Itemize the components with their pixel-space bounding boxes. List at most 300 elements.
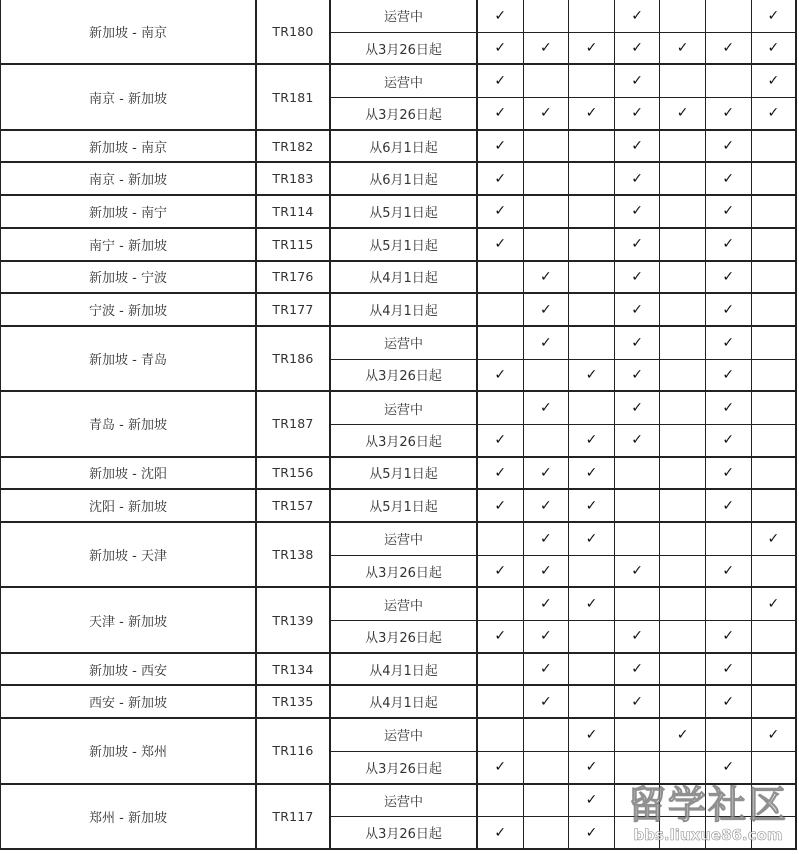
day-cell xyxy=(660,654,706,687)
day-cell xyxy=(478,360,524,393)
check-mark: ✓ xyxy=(722,661,735,678)
check-mark: ✓ xyxy=(722,334,735,351)
day-cell xyxy=(706,65,752,98)
flight-number-cell: TR181 xyxy=(257,65,331,130)
check-mark: ✓ xyxy=(631,563,643,580)
day-cell xyxy=(524,163,570,196)
period-cell: 运营中 xyxy=(331,327,478,360)
check-mark: ✓ xyxy=(631,268,643,285)
day-cell xyxy=(569,490,615,523)
day-cell xyxy=(706,752,752,785)
day-cell xyxy=(524,785,570,818)
day-cell xyxy=(615,196,661,229)
day-cell xyxy=(478,817,524,850)
route-cell: 新加坡 - 宁波 xyxy=(1,262,257,295)
route-cell: 新加坡 - 郑州 xyxy=(1,719,257,784)
day-cell xyxy=(615,294,661,327)
check-mark: ✓ xyxy=(494,464,507,481)
day-cell xyxy=(478,131,524,164)
day-cell xyxy=(569,719,615,752)
check-mark: ✓ xyxy=(631,7,643,24)
day-cell xyxy=(615,490,661,523)
flight-number-cell: TR139 xyxy=(257,588,331,653)
day-cell xyxy=(615,327,661,360)
check-mark: ✓ xyxy=(494,73,507,90)
watermark-title: 留学社区 xyxy=(627,784,788,827)
check-mark: ✓ xyxy=(722,268,735,285)
day-cell xyxy=(660,752,706,785)
period-cell: 从3月26日起 xyxy=(331,360,478,393)
flight-number-cell: TR180 xyxy=(257,0,331,65)
day-cell xyxy=(752,33,798,66)
day-cell xyxy=(752,752,798,785)
day-cell xyxy=(524,719,570,752)
check-mark: ✓ xyxy=(540,693,552,710)
day-cell xyxy=(752,588,798,621)
check-mark: ✓ xyxy=(631,334,643,351)
check-mark: ✓ xyxy=(540,268,552,285)
day-cell xyxy=(524,588,570,621)
day-cell xyxy=(524,65,570,98)
day-cell xyxy=(660,294,706,327)
day-cell xyxy=(752,392,798,425)
day-cell xyxy=(706,131,752,164)
day-cell xyxy=(752,98,798,131)
day-cell xyxy=(615,229,661,262)
day-cell xyxy=(706,556,752,589)
flight-number-cell: TR114 xyxy=(257,196,331,229)
day-cell xyxy=(524,425,570,458)
check-mark: ✓ xyxy=(631,693,643,710)
check-mark: ✓ xyxy=(631,105,643,122)
day-cell xyxy=(752,294,798,327)
day-cell xyxy=(478,425,524,458)
check-mark: ✓ xyxy=(540,105,552,122)
route-cell: 沈阳 - 新加坡 xyxy=(1,490,257,523)
check-mark: ✓ xyxy=(722,301,735,318)
check-mark: ✓ xyxy=(767,105,780,122)
check-mark: ✓ xyxy=(722,628,735,645)
day-cell xyxy=(660,425,706,458)
check-mark: ✓ xyxy=(722,497,735,514)
period-cell: 从4月1日起 xyxy=(331,262,478,295)
day-cell xyxy=(752,229,798,262)
day-cell xyxy=(524,490,570,523)
day-cell xyxy=(569,654,615,687)
check-mark: ✓ xyxy=(722,40,735,57)
day-cell xyxy=(569,33,615,66)
check-mark: ✓ xyxy=(631,432,643,449)
check-mark: ✓ xyxy=(722,759,735,776)
day-cell xyxy=(752,686,798,719)
day-cell xyxy=(478,392,524,425)
check-mark: ✓ xyxy=(494,759,507,776)
day-cell xyxy=(615,392,661,425)
day-cell xyxy=(752,262,798,295)
day-cell xyxy=(478,163,524,196)
check-mark: ✓ xyxy=(540,400,552,417)
route-cell: 新加坡 - 南京 xyxy=(1,0,257,65)
day-cell xyxy=(752,719,798,752)
route-cell: 南京 - 新加坡 xyxy=(1,163,257,196)
day-cell xyxy=(660,785,706,818)
check-mark: ✓ xyxy=(585,497,598,514)
check-mark: ✓ xyxy=(585,824,598,841)
flight-number-cell: TR117 xyxy=(257,785,331,850)
check-mark: ✓ xyxy=(722,366,735,383)
day-cell xyxy=(569,360,615,393)
period-cell: 运营中 xyxy=(331,523,478,556)
day-cell xyxy=(752,523,798,556)
day-cell xyxy=(706,654,752,687)
route-cell: 郑州 - 新加坡 xyxy=(1,785,257,850)
flight-number-cell: TR156 xyxy=(257,458,331,491)
day-cell xyxy=(615,98,661,131)
day-cell xyxy=(615,556,661,589)
day-cell xyxy=(660,588,706,621)
route-cell: 新加坡 - 沈阳 xyxy=(1,458,257,491)
check-mark: ✓ xyxy=(494,432,507,449)
day-cell xyxy=(660,229,706,262)
day-cell xyxy=(660,262,706,295)
flight-number-cell: TR115 xyxy=(257,229,331,262)
day-cell xyxy=(752,360,798,393)
route-cell: 西安 - 新加坡 xyxy=(1,686,257,719)
period-cell: 从5月1日起 xyxy=(331,229,478,262)
day-cell xyxy=(615,425,661,458)
check-mark: ✓ xyxy=(494,105,507,122)
day-cell xyxy=(752,327,798,360)
day-cell xyxy=(615,65,661,98)
period-cell: 运营中 xyxy=(331,392,478,425)
day-cell xyxy=(524,458,570,491)
route-cell: 青岛 - 新加坡 xyxy=(1,392,257,457)
day-cell xyxy=(660,392,706,425)
day-cell xyxy=(706,196,752,229)
day-cell xyxy=(615,458,661,491)
day-cell xyxy=(569,425,615,458)
check-mark: ✓ xyxy=(722,236,735,253)
day-cell xyxy=(660,686,706,719)
day-cell xyxy=(524,327,570,360)
check-mark: ✓ xyxy=(631,40,643,57)
check-mark: ✓ xyxy=(585,596,598,613)
day-cell xyxy=(569,98,615,131)
day-cell xyxy=(478,588,524,621)
day-cell xyxy=(478,556,524,589)
check-mark: ✓ xyxy=(631,366,643,383)
check-mark: ✓ xyxy=(676,40,689,57)
check-mark: ✓ xyxy=(722,203,735,220)
check-mark: ✓ xyxy=(767,530,780,547)
route-cell: 宁波 - 新加坡 xyxy=(1,294,257,327)
route-cell: 新加坡 - 南京 xyxy=(1,131,257,164)
period-cell: 运营中 xyxy=(331,719,478,752)
check-mark: ✓ xyxy=(494,366,507,383)
day-cell xyxy=(615,588,661,621)
day-cell xyxy=(752,163,798,196)
day-cell xyxy=(660,490,706,523)
check-mark: ✓ xyxy=(722,432,735,449)
day-cell xyxy=(615,523,661,556)
day-cell xyxy=(569,327,615,360)
day-cell xyxy=(524,556,570,589)
check-mark: ✓ xyxy=(631,138,643,155)
check-mark: ✓ xyxy=(722,170,735,187)
check-mark: ✓ xyxy=(540,497,552,514)
check-mark: ✓ xyxy=(494,236,507,253)
day-cell xyxy=(478,196,524,229)
check-mark: ✓ xyxy=(540,563,552,580)
day-cell xyxy=(752,817,798,850)
day-cell xyxy=(615,360,661,393)
day-cell xyxy=(706,229,752,262)
flight-number-cell: TR177 xyxy=(257,294,331,327)
check-mark: ✓ xyxy=(631,170,643,187)
check-mark: ✓ xyxy=(540,464,552,481)
check-mark: ✓ xyxy=(767,726,780,743)
day-cell xyxy=(706,817,752,850)
period-cell: 从4月1日起 xyxy=(331,686,478,719)
day-cell xyxy=(706,327,752,360)
check-mark: ✓ xyxy=(585,40,598,57)
check-mark: ✓ xyxy=(540,628,552,645)
route-cell: 新加坡 - 西安 xyxy=(1,654,257,687)
check-mark: ✓ xyxy=(767,7,780,24)
day-cell xyxy=(706,294,752,327)
day-cell xyxy=(615,0,661,33)
period-cell: 从3月26日起 xyxy=(331,817,478,850)
route-cell: 新加坡 - 天津 xyxy=(1,523,257,588)
day-cell xyxy=(615,163,661,196)
flight-number-cell: TR116 xyxy=(257,719,331,784)
check-mark: ✓ xyxy=(722,693,735,710)
day-cell xyxy=(478,621,524,654)
check-mark: ✓ xyxy=(494,138,507,155)
day-cell xyxy=(569,556,615,589)
check-mark: ✓ xyxy=(722,138,735,155)
flight-number-cell: TR186 xyxy=(257,327,331,392)
day-cell xyxy=(524,0,570,33)
period-cell: 从3月26日起 xyxy=(331,425,478,458)
check-mark: ✓ xyxy=(585,726,598,743)
check-mark: ✓ xyxy=(676,105,689,122)
check-mark: ✓ xyxy=(540,40,552,57)
day-cell xyxy=(569,785,615,818)
day-cell xyxy=(615,262,661,295)
check-mark: ✓ xyxy=(767,596,780,613)
day-cell xyxy=(524,752,570,785)
day-cell xyxy=(478,327,524,360)
day-cell xyxy=(478,719,524,752)
period-cell: 从6月1日起 xyxy=(331,163,478,196)
day-cell xyxy=(660,458,706,491)
period-cell: 运营中 xyxy=(331,588,478,621)
day-cell xyxy=(615,752,661,785)
day-cell xyxy=(752,425,798,458)
day-cell xyxy=(752,65,798,98)
flight-number-cell: TR182 xyxy=(257,131,331,164)
day-cell xyxy=(706,392,752,425)
period-cell: 运营中 xyxy=(331,65,478,98)
day-cell xyxy=(615,131,661,164)
day-cell xyxy=(660,196,706,229)
period-cell: 从4月1日起 xyxy=(331,654,478,687)
day-cell xyxy=(752,556,798,589)
day-cell xyxy=(569,588,615,621)
day-cell xyxy=(569,131,615,164)
day-cell xyxy=(660,523,706,556)
check-mark: ✓ xyxy=(494,497,507,514)
flight-number-cell: TR187 xyxy=(257,392,331,457)
check-mark: ✓ xyxy=(494,7,507,24)
check-mark: ✓ xyxy=(722,105,735,122)
day-cell xyxy=(706,360,752,393)
day-cell xyxy=(615,654,661,687)
day-cell xyxy=(478,229,524,262)
day-cell xyxy=(524,686,570,719)
day-cell xyxy=(478,65,524,98)
route-cell: 新加坡 - 青岛 xyxy=(1,327,257,392)
day-cell xyxy=(752,131,798,164)
day-cell xyxy=(615,785,661,818)
day-cell xyxy=(524,196,570,229)
route-cell: 新加坡 - 南宁 xyxy=(1,196,257,229)
day-cell xyxy=(524,392,570,425)
day-cell xyxy=(660,0,706,33)
check-mark: ✓ xyxy=(722,400,735,417)
check-mark: ✓ xyxy=(585,530,598,547)
day-cell xyxy=(524,621,570,654)
flight-number-cell: TR135 xyxy=(257,686,331,719)
day-cell xyxy=(569,65,615,98)
day-cell xyxy=(615,621,661,654)
day-cell xyxy=(524,98,570,131)
check-mark: ✓ xyxy=(631,236,643,253)
day-cell xyxy=(478,262,524,295)
check-mark: ✓ xyxy=(540,596,552,613)
day-cell xyxy=(706,490,752,523)
check-mark: ✓ xyxy=(494,824,507,841)
check-mark: ✓ xyxy=(585,105,598,122)
period-cell: 从3月26日起 xyxy=(331,556,478,589)
check-mark: ✓ xyxy=(494,40,507,57)
period-cell: 从6月1日起 xyxy=(331,131,478,164)
day-cell xyxy=(569,752,615,785)
check-mark: ✓ xyxy=(767,73,780,90)
period-cell: 从3月26日起 xyxy=(331,33,478,66)
day-cell xyxy=(478,785,524,818)
check-mark: ✓ xyxy=(631,73,643,90)
day-cell xyxy=(569,392,615,425)
day-cell xyxy=(706,163,752,196)
check-mark: ✓ xyxy=(631,203,643,220)
period-cell: 从3月26日起 xyxy=(331,752,478,785)
check-mark: ✓ xyxy=(585,464,598,481)
day-cell xyxy=(569,0,615,33)
route-cell: 天津 - 新加坡 xyxy=(1,588,257,653)
day-cell xyxy=(706,588,752,621)
day-cell xyxy=(615,817,661,850)
day-cell xyxy=(706,458,752,491)
day-cell xyxy=(524,131,570,164)
day-cell xyxy=(706,785,752,818)
day-cell xyxy=(660,621,706,654)
check-mark: ✓ xyxy=(631,400,643,417)
day-cell xyxy=(752,0,798,33)
day-cell xyxy=(524,33,570,66)
day-cell xyxy=(660,817,706,850)
period-cell: 从3月26日起 xyxy=(331,98,478,131)
flight-number-cell: TR157 xyxy=(257,490,331,523)
day-cell xyxy=(569,686,615,719)
day-cell xyxy=(615,719,661,752)
day-cell xyxy=(660,556,706,589)
day-cell xyxy=(569,458,615,491)
day-cell xyxy=(615,686,661,719)
day-cell xyxy=(615,33,661,66)
day-cell xyxy=(706,686,752,719)
day-cell xyxy=(752,196,798,229)
day-cell xyxy=(569,196,615,229)
flight-number-cell: TR176 xyxy=(257,262,331,295)
day-cell xyxy=(660,327,706,360)
day-cell xyxy=(569,294,615,327)
day-cell xyxy=(478,752,524,785)
period-cell: 从5月1日起 xyxy=(331,458,478,491)
check-mark: ✓ xyxy=(494,170,507,187)
check-mark: ✓ xyxy=(631,661,643,678)
day-cell xyxy=(706,523,752,556)
day-cell xyxy=(660,719,706,752)
day-cell xyxy=(524,817,570,850)
period-cell: 运营中 xyxy=(331,785,478,818)
day-cell xyxy=(524,262,570,295)
day-cell xyxy=(478,294,524,327)
day-cell xyxy=(706,262,752,295)
day-cell xyxy=(478,33,524,66)
check-mark: ✓ xyxy=(494,628,507,645)
check-mark: ✓ xyxy=(722,563,735,580)
day-cell xyxy=(660,33,706,66)
day-cell xyxy=(478,523,524,556)
route-cell: 南宁 - 新加坡 xyxy=(1,229,257,262)
check-mark: ✓ xyxy=(585,759,598,776)
day-cell xyxy=(569,163,615,196)
day-cell xyxy=(524,654,570,687)
check-mark: ✓ xyxy=(676,726,689,743)
day-cell xyxy=(478,686,524,719)
day-cell xyxy=(706,621,752,654)
check-mark: ✓ xyxy=(585,432,598,449)
day-cell xyxy=(478,490,524,523)
route-cell: 南京 - 新加坡 xyxy=(1,65,257,130)
day-cell xyxy=(569,523,615,556)
day-cell xyxy=(524,360,570,393)
day-cell xyxy=(569,229,615,262)
check-mark: ✓ xyxy=(494,203,507,220)
day-cell xyxy=(706,98,752,131)
day-cell xyxy=(706,719,752,752)
period-cell: 从5月1日起 xyxy=(331,490,478,523)
day-cell xyxy=(569,817,615,850)
day-cell xyxy=(524,294,570,327)
day-cell xyxy=(752,785,798,818)
day-cell xyxy=(478,98,524,131)
day-cell xyxy=(752,490,798,523)
check-mark: ✓ xyxy=(631,301,643,318)
period-cell: 运营中 xyxy=(331,0,478,33)
